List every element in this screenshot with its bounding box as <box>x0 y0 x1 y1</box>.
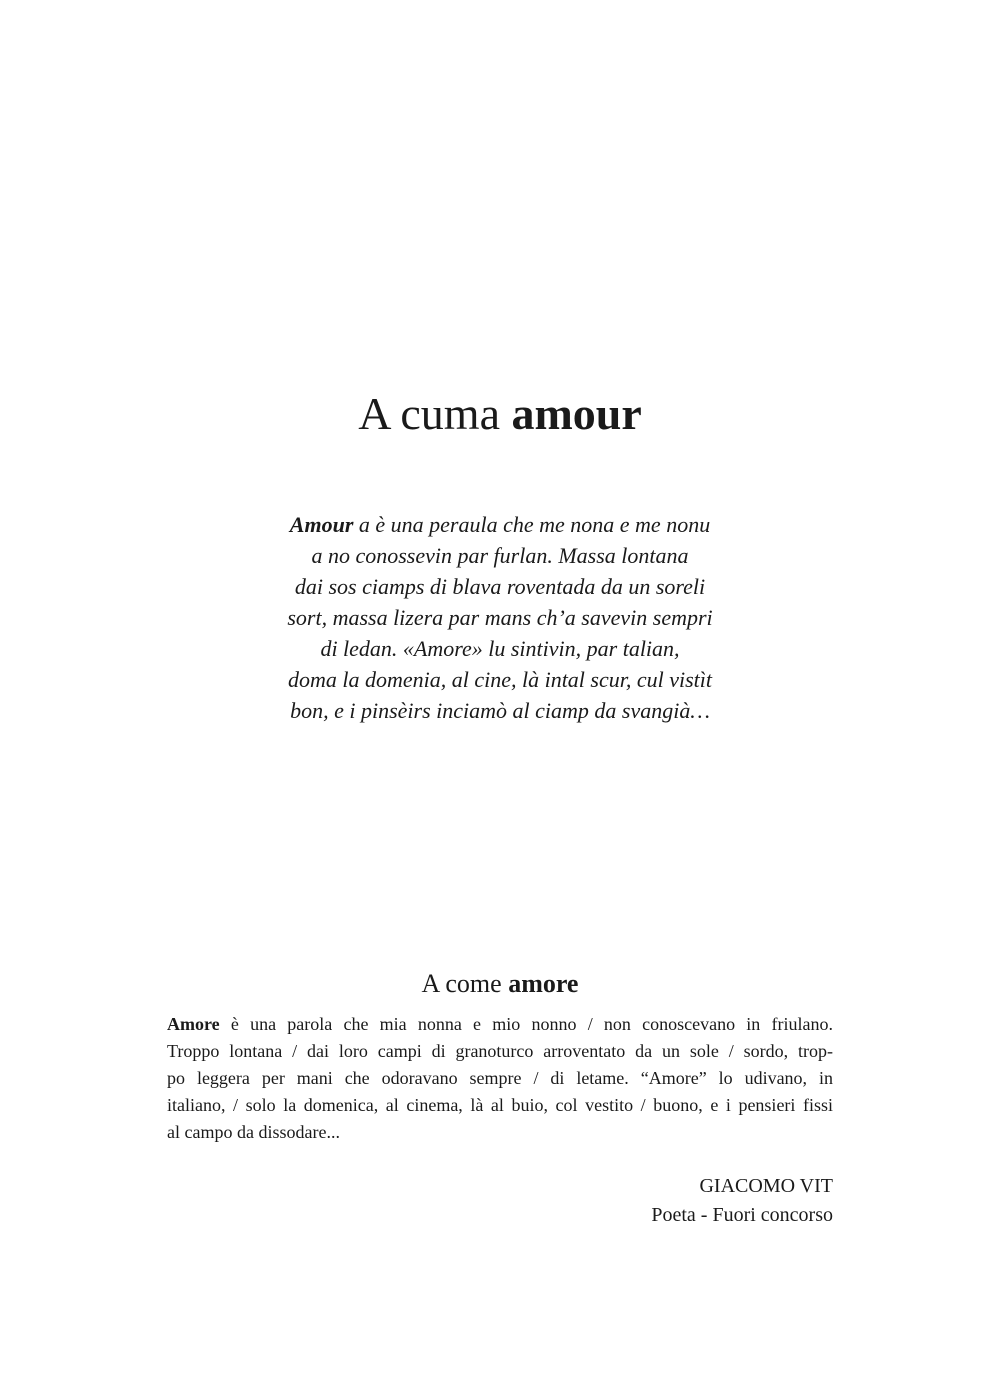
poem-line: a no conossevin par furlan. Massa lontana <box>311 543 689 568</box>
translation-line: al campo da dissodare... <box>167 1122 340 1142</box>
translation-line: Amore è una parola che mia nonna e mio nonno / non conoscevano in friulano. <box>167 1014 833 1034</box>
poem-line: dai sos ciamps di blava roventada da un soreli <box>294 574 706 599</box>
page-title <box>0 386 1000 442</box>
poem-line: di ledan. «Amore» lu sintivin, par talian, <box>320 636 680 661</box>
title-normal: A cuma <box>358 388 512 439</box>
translation-title <box>0 966 1000 1002</box>
translation-paragraph <box>167 1011 833 1146</box>
translation-title-normal: A come <box>421 969 509 998</box>
title-bold: amour <box>511 388 642 439</box>
translation-line: po leggera per mani che odoravano sempre / di letame. “Amore” lo udivano, in <box>167 1068 833 1088</box>
poem-line: doma la domenia, al cine, là intal scur, cul vistìt <box>287 667 713 692</box>
poem-friulian <box>0 509 1000 726</box>
translation-lead-word: Amore <box>167 1014 220 1034</box>
poem-lead-word: Amour <box>289 512 354 537</box>
translation-title-bold: amore <box>508 969 579 998</box>
poem-line: sort, massa lizera par mans ch’a savevin sempri <box>287 605 713 630</box>
author-name: GIACOMO VIT <box>699 1175 833 1197</box>
translation-line: italiano, / solo la domenica, al cinema, là al buio, col vestito / buono, e i pensieri fissi <box>167 1095 833 1115</box>
poem-line: bon, e i pinsèirs inciamò al ciamp da svangià… <box>290 698 710 723</box>
poem-line: Amour a è una peraula che me nona e me nonu <box>289 512 711 537</box>
author-signature <box>651 1172 833 1230</box>
translation-line: Troppo lontana / dai loro campi di granoturco arroventato da un sole / sordo, trop- <box>167 1041 833 1061</box>
author-role: Poeta - Fuori concorso <box>651 1204 833 1226</box>
